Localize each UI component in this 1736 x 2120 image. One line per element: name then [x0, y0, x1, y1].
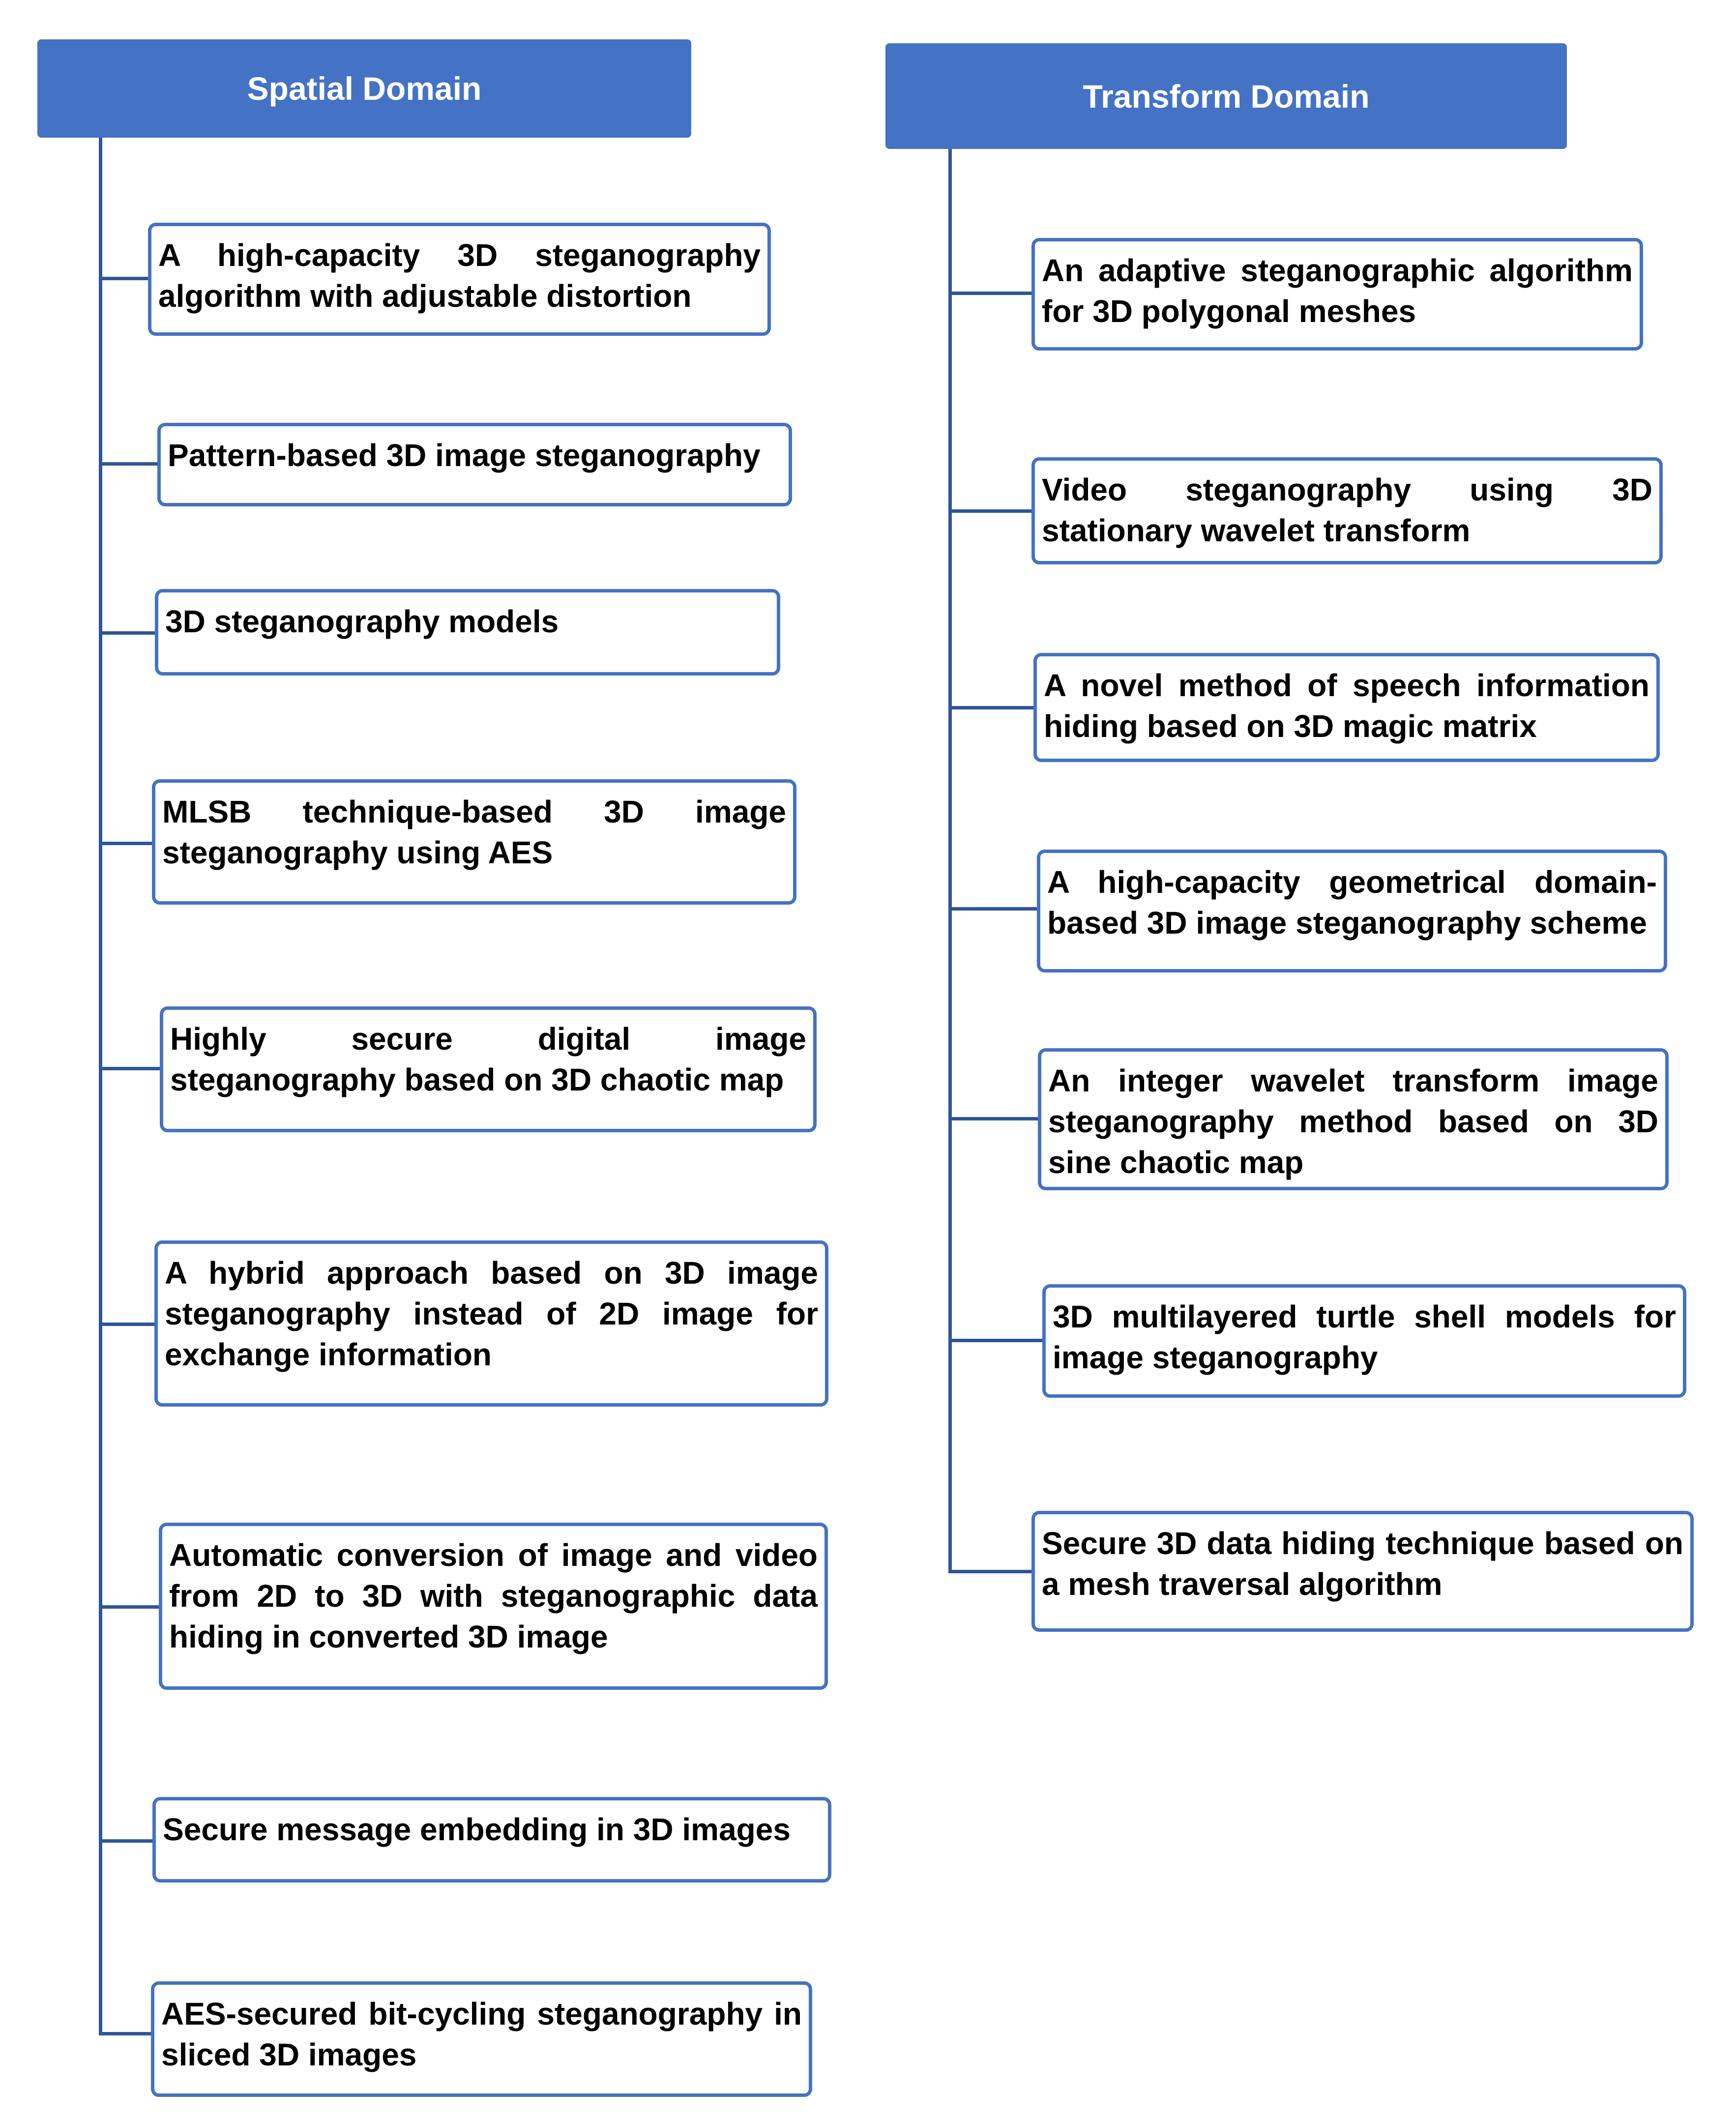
spatial-branch	[99, 631, 155, 635]
transform-item-box: A novel method of speech information hiding based on 3D magic matrix	[1033, 653, 1660, 762]
spatial-domain-header: Spatial Domain	[37, 39, 691, 138]
spatial-item-box: MLSB technique-based 3D image steganography using AES	[152, 779, 796, 905]
transform-item-box: Secure 3D data hiding technique based on a mesh traversal algorithm	[1031, 1511, 1694, 1632]
spatial-item-box: Automatic conversion of image and video from 2D to 3D with steganographic data hiding in converted 3D image	[159, 1523, 828, 1690]
spatial-branch	[99, 277, 148, 280]
spatial-item-box: 3D steganography models	[155, 589, 780, 676]
spatial-branch	[99, 1605, 160, 1609]
transform-branch	[948, 1339, 1043, 1342]
transform-item-box: A high-capacity geometrical domain-based 3D image steganography scheme	[1037, 850, 1667, 972]
transform-domain-spine	[948, 149, 952, 1573]
transform-item-box: 3D multilayered turtle shell models for image steganography	[1042, 1284, 1686, 1398]
spatial-item-box: Secure message embedding in 3D images	[152, 1797, 831, 1883]
spatial-item-box: Highly secure digital image steganography based on 3D chaotic map	[160, 1006, 817, 1132]
spatial-item-box: A hybrid approach based on 3D image steganography instead of 2D image for exchange information	[154, 1240, 828, 1407]
transform-branch	[948, 292, 1032, 295]
transform-branch	[948, 1570, 1032, 1573]
spatial-branch	[99, 462, 158, 466]
transform-item-box: An integer wavelet transform image steganography method based on 3D sine chaotic map	[1038, 1048, 1669, 1190]
transform-branch	[948, 509, 1032, 513]
spatial-branch	[99, 1067, 160, 1070]
spatial-branch	[99, 1323, 155, 1326]
spatial-branch	[99, 2032, 152, 2035]
transform-branch	[948, 706, 1034, 709]
spatial-item-box: Pattern-based 3D image steganography	[157, 423, 792, 506]
spatial-branch	[99, 1839, 153, 1843]
transform-domain-header: Transform Domain	[885, 43, 1567, 149]
spatial-item-box: A high-capacity 3D steganography algorithm with adjustable distortion	[148, 223, 771, 336]
spatial-branch	[99, 842, 152, 845]
spatial-item-box: AES-secured bit-cycling steganography in sliced 3D images	[151, 1981, 812, 2097]
transform-item-box: Video steganography using 3D stationary wavelet transform	[1031, 457, 1663, 564]
transform-item-box: An adaptive steganographic algorithm for 3D polygonal meshes	[1031, 238, 1643, 351]
transform-branch	[948, 907, 1037, 911]
spatial-domain-spine	[99, 138, 102, 2035]
transform-branch	[948, 1117, 1038, 1120]
